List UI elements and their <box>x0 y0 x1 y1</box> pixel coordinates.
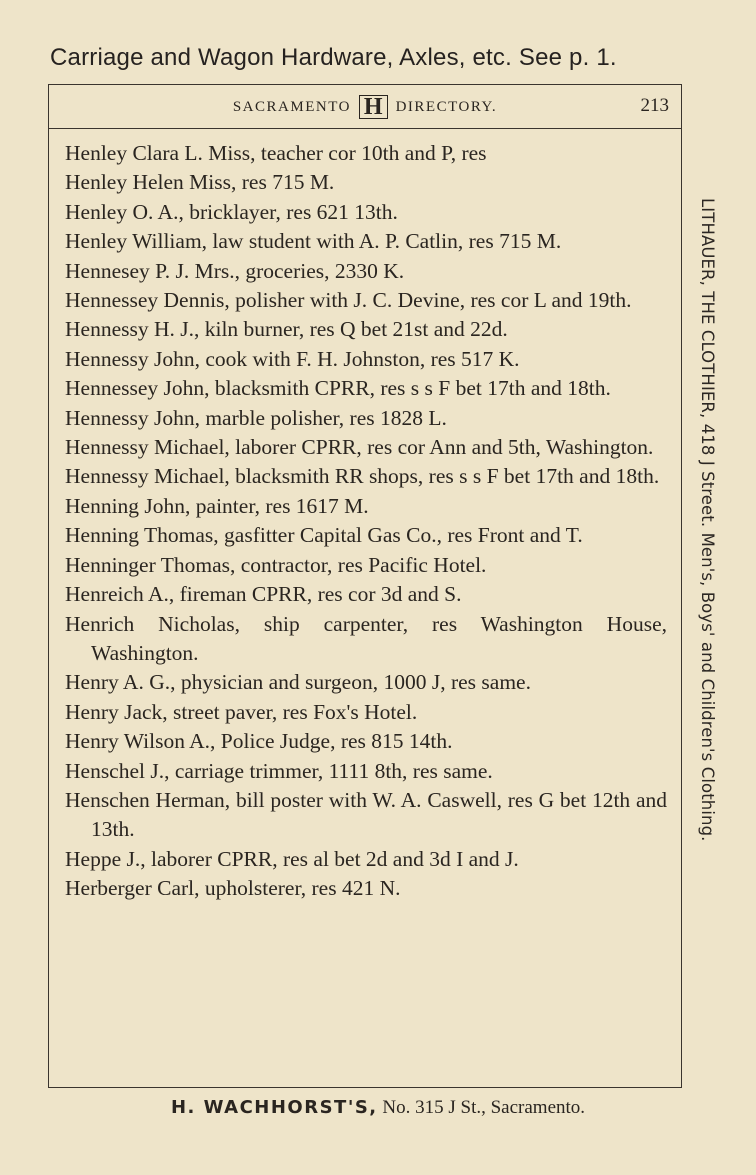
list-item: Hennessy Michael, blacksmith RR shops, res s s F bet 17th and 18th. <box>65 464 660 489</box>
list-item: Heppe J., laborer CPRR, res al bet 2d and 3d I and J. <box>65 846 519 871</box>
list-item: Henning Thomas, gasfitter Capital Gas Co., res Front and T. <box>65 523 583 548</box>
list-item: Herberger Carl, upholsterer, res 421 N. <box>65 876 401 901</box>
list-item: Henrich Nicholas, ship carpenter, res Washington House, Washington. <box>65 611 667 665</box>
list-item: Henley O. A., bricklayer, res 621 13th. <box>65 199 398 224</box>
page-number: 213 <box>640 95 669 116</box>
bottom-advertisement-address: No. 315 J St., Sacramento. <box>382 1097 586 1118</box>
list-item: Henning John, painter, res 1617 M. <box>65 493 369 518</box>
list-item: Henreich A., fireman CPRR, res cor 3d and S. <box>65 582 462 607</box>
page-frame <box>48 84 682 1088</box>
side-advertisement-text: LITHAUER, THE CLOTHIER, 418 J Street. Men's, Boys' and Children's Clothing. <box>698 198 717 842</box>
list-item: Henley Clara L. Miss, teacher cor 10th and P, res <box>65 141 487 165</box>
list-item: Hennessey John, blacksmith CPRR, res s s F bet 17th and 18th. <box>65 376 611 401</box>
bottom-advertisement-brand: H. WACHHORST'S, <box>170 1097 378 1118</box>
list-item: Henninger Thomas, contractor, res Pacific Hotel. <box>65 552 487 577</box>
list-item: Hennessy H. J., kiln burner, res Q bet 21st and 22d. <box>65 317 508 342</box>
header-directory: DIRECTORY. <box>395 99 498 115</box>
list-item: Henley William, law student with A. P. Catlin, res 715 M. <box>65 229 562 254</box>
top-advertisement: Carriage and Wagon Hardware, Axles, etc. See p. 1. <box>50 44 617 71</box>
list-item: Hennessy John, marble polisher, res 1828 L. <box>65 405 447 430</box>
running-header <box>49 85 681 129</box>
directory-entries <box>65 139 667 904</box>
list-item: Henschel J., carriage trimmer, 1111 8th, res same. <box>65 758 493 783</box>
list-item: Hennessey Dennis, polisher with J. C. Devine, res cor L and 19th. <box>65 288 632 313</box>
list-item: Henry Wilson A., Police Judge, res 815 14th. <box>65 729 453 754</box>
list-item: Henry Jack, street paver, res Fox's Hotel. <box>65 699 418 724</box>
header-city: SACRAMENTO <box>232 99 351 115</box>
header-title <box>49 95 681 119</box>
section-letter-box: H <box>359 95 388 119</box>
list-item: Hennesey P. J. Mrs., groceries, 2330 K. <box>65 258 405 283</box>
list-item: Henschen Herman, bill poster with W. A. Caswell, res G bet 12th and 13th. <box>65 787 667 842</box>
list-item: Hennessy John, cook with F. H. Johnston, res 517 K. <box>65 346 520 371</box>
list-item: Henry A. G., physician and surgeon, 1000 J, res same. <box>65 670 531 695</box>
bottom-advertisement <box>0 1097 756 1119</box>
side-advertisement <box>689 198 719 958</box>
list-item: Hennessy Michael, laborer CPRR, res cor Ann and 5th, Washington. <box>65 435 654 460</box>
list-item: Henley Helen Miss, res 715 M. <box>65 170 335 195</box>
